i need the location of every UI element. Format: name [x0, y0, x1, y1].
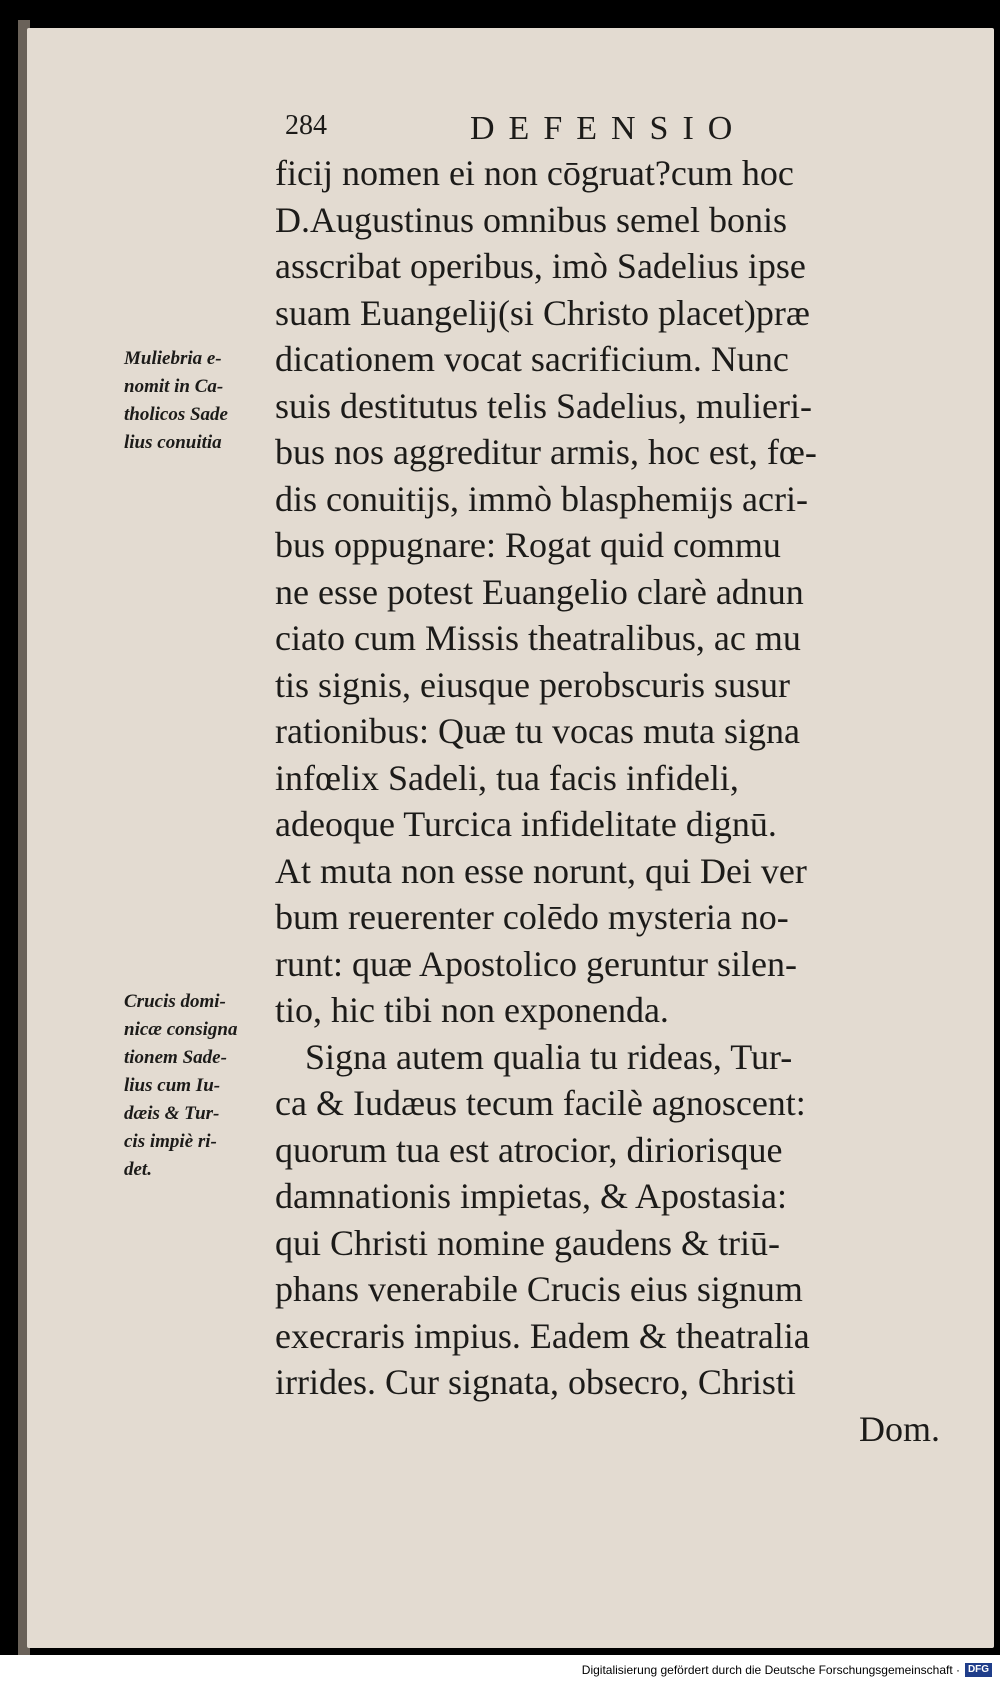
text-line: execraris impius. Eadem & theatralia	[275, 1315, 810, 1356]
text-line: bus oppugnare: Rogat quid commu	[275, 525, 781, 565]
text-line: runt: quæ Apostolico geruntur silen-	[275, 943, 797, 984]
page-header	[285, 110, 925, 150]
margin-note-1: Muliebria e- nomit in Ca- tholicos Sade lius conuitia	[124, 348, 228, 453]
text-line: Signa autem qualia tu rideas, Tur-	[305, 1036, 793, 1077]
text-line: D.Augustinus omnibus semel bonis	[275, 199, 788, 240]
footer-bar	[0, 1655, 1000, 1689]
text-line: bus nos aggreditur armis, hoc est, fœ-	[275, 432, 817, 472]
text-line: tis signis, eiusque perobscuris susur	[275, 664, 790, 705]
text-line: quorum tua est atrocior, diriorisque	[275, 1129, 783, 1170]
text-line: ficij nomen ei non cōgruat?cum hoc	[275, 153, 794, 193]
text-line: asscribat operibus, imò Sadelius ipse	[275, 246, 806, 286]
text-line: damnationis impietas, & Apostasia:	[275, 1176, 787, 1216]
text-line: At muta non esse norunt, qui Dei ver	[275, 850, 807, 891]
margin-note-2: Crucis domi- nicæ consigna tionem Sade- lius cum Iu- dæis & Tur- cis impiè ri- det.	[124, 991, 238, 1180]
text-line: rationibus: Quæ tu vocas muta signa	[275, 711, 800, 751]
text-line: bum reuerenter colēdo mysteria no-	[275, 897, 789, 937]
text-line: ne esse potest Euangelio clarè adnun	[275, 571, 804, 612]
dfg-logo-icon: DFG	[965, 1663, 992, 1677]
text-line: tio, hic tibi non exponenda.	[275, 990, 669, 1030]
text-line: dicationem vocat sacrificium. Nunc	[275, 339, 789, 379]
body-text	[275, 150, 945, 1452]
text-line: infœlix Sadeli, tua facis infideli,	[275, 757, 739, 798]
text-line: irrides. Cur signata, obsecro, Christi	[275, 1362, 796, 1402]
text-line: suis destitutus telis Sadelius, mulieri-	[275, 385, 812, 426]
text-line: ciato cum Missis theatralibus, ac mu	[275, 618, 801, 658]
page-number: 284	[285, 110, 327, 141]
text-line: suam Euangelij(si Christo placet)præ	[275, 292, 810, 333]
running-title: DEFENSIO	[470, 110, 747, 147]
text-line: ca & Iudæus tecum facilè agnoscent:	[275, 1083, 806, 1123]
text-line: phans venerabile Crucis eius signum	[275, 1269, 803, 1309]
text-line: qui Christi nomine gaudens & triū-	[275, 1222, 780, 1263]
text-line: adeoque Turcica infidelitate dignū.	[275, 804, 777, 844]
catchword: Dom.	[859, 1408, 940, 1449]
text-line: dis conuitijs, immò blasphemijs acri-	[275, 478, 808, 519]
footer-credit: Digitalisierung gefördert durch die Deutsche Forschungsgemeinschaft ·	[581, 1663, 960, 1677]
